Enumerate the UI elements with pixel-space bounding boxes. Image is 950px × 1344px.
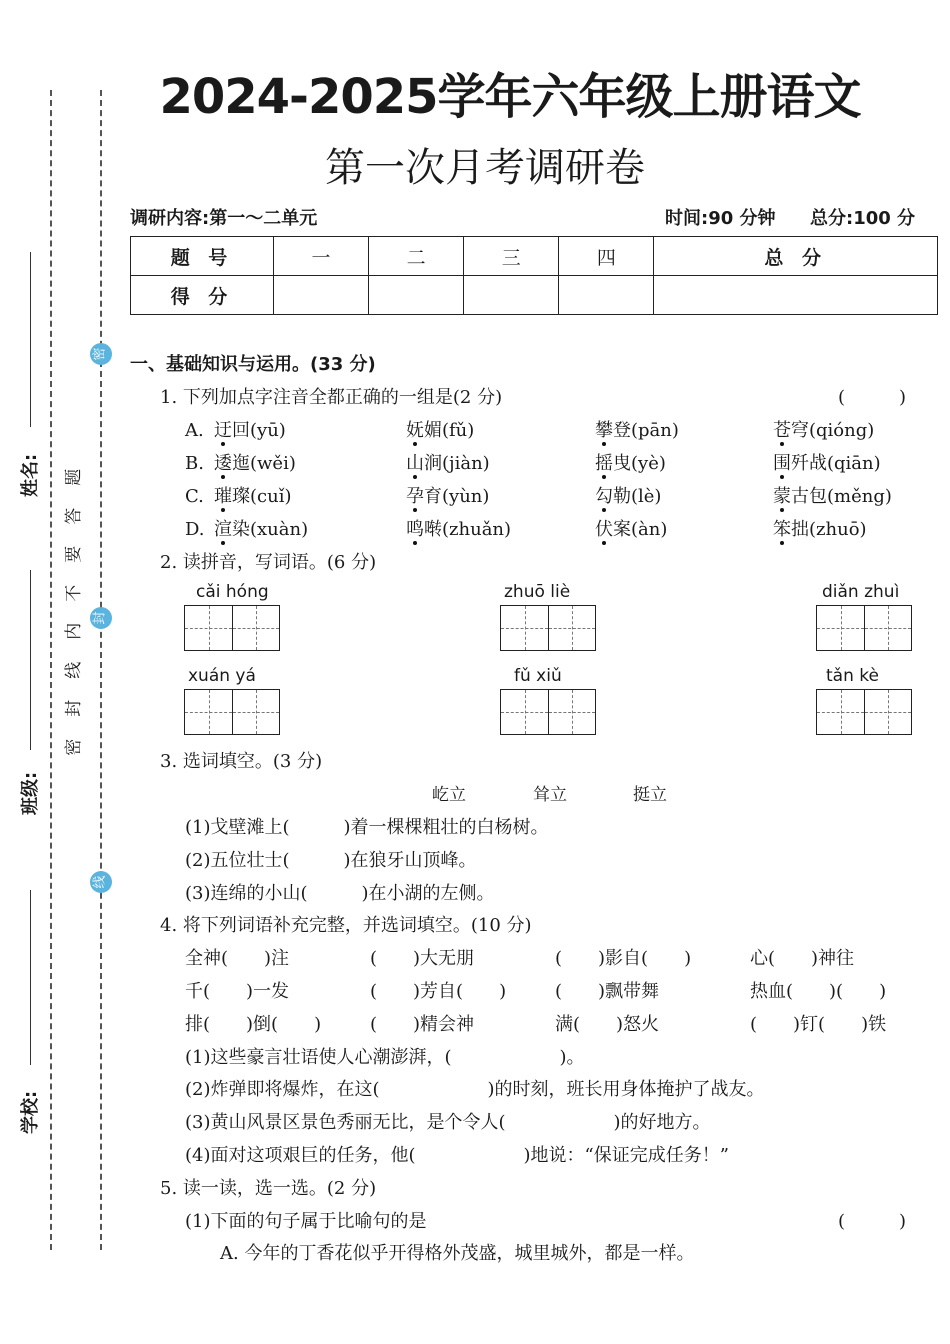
q1-option-term: 攀登(pān) — [595, 420, 679, 441]
page-title: 2024-2025学年六年级上册语文 — [159, 69, 861, 125]
q3-stem: 3. 选词填空。(3 分) — [160, 751, 323, 772]
q3-word: 屹立 — [432, 785, 466, 805]
name-label: 姓名: — [20, 453, 41, 497]
pinyin-label: fǔ xiǔ — [514, 666, 562, 686]
exam-scope: 调研内容:第一～二单元 — [130, 208, 318, 229]
q4-idiom-cell[interactable]: ( )飘带舞 — [555, 981, 660, 1002]
score-cell[interactable] — [464, 276, 559, 315]
score-table-score-row: 得 分 — [131, 276, 938, 315]
q1-option-term: 妩媚(fǔ) — [406, 420, 475, 441]
q4-idiom-cell[interactable]: 满( )怒火 — [555, 1014, 660, 1035]
pinyin-label: xuán yá — [188, 666, 256, 686]
q4-item[interactable]: (3)黄山风景区景色秀丽无比，是个令人( )的好地方。 — [185, 1112, 711, 1133]
q5-answer-blank[interactable]: ( ) — [838, 1211, 907, 1232]
q1-option-term: D.渲染(xuàn) — [185, 519, 309, 540]
score-cell[interactable] — [654, 276, 938, 315]
q1-option-term: 摇曳(yè) — [595, 453, 666, 474]
q4-idiom-cell[interactable]: ( )精会神 — [370, 1014, 475, 1035]
q4-idiom-cell[interactable]: 排( )倒( ) — [185, 1014, 322, 1035]
q4-stem: 4. 将下列词语补充完整，并选词填空。(10 分) — [160, 915, 532, 936]
q1-option-term: 笨拙(zhuō) — [773, 519, 867, 540]
q4-idiom-cell[interactable]: 热血( )( ) — [750, 981, 887, 1002]
writing-grid[interactable] — [500, 689, 596, 735]
q1-option-term: 伏案(àn) — [595, 519, 668, 540]
q1-option-term: 鸣啭(zhuǎn) — [406, 519, 512, 540]
q4-idiom-cell[interactable]: ( )芳自( ) — [370, 981, 507, 1002]
exam-time: 时间:90 分钟 — [665, 208, 776, 229]
section-1-title: 一、基础知识与运用。(33 分) — [130, 354, 376, 375]
writing-grid[interactable] — [500, 605, 596, 651]
q1-option-term: B.逶迤(wěi) — [185, 453, 296, 474]
q3-item[interactable]: (2)五位壮士( )在狼牙山顶峰。 — [185, 850, 477, 871]
school-blank — [30, 890, 31, 1065]
score-cell[interactable] — [274, 276, 369, 315]
q4-item[interactable]: (2)炸弹即将爆炸，在这( )的时刻，班长用身体掩护了战友。 — [185, 1079, 765, 1100]
q4-idiom-cell[interactable]: 千( )一发 — [185, 981, 290, 1002]
pinyin-label: tǎn kè — [826, 666, 879, 686]
seal-mi-badge: 密 — [90, 343, 112, 365]
q4-idiom-cell[interactable]: ( )钉( )铁 — [750, 1014, 887, 1035]
q4-item[interactable]: (1)这些豪言壮语使人心潮澎湃，( )。 — [185, 1047, 585, 1068]
school-label: 学校: — [20, 1090, 41, 1134]
q3-word: 挺立 — [633, 785, 667, 805]
q2-stem: 2. 读拼音，写词语。(6 分) — [160, 552, 377, 573]
writing-grid[interactable] — [816, 605, 912, 651]
name-blank — [30, 252, 31, 427]
q1-option-term: 山涧(jiàn) — [406, 453, 490, 474]
pinyin-label: cǎi hóng — [196, 582, 269, 602]
score-table — [130, 236, 938, 315]
q3-word: 耸立 — [533, 785, 567, 805]
q4-idiom-cell[interactable]: ( )影自( ) — [555, 948, 692, 969]
q1-option-term: 苍穹(qióng) — [773, 420, 875, 441]
q1-option-term: 蒙古包(měng) — [773, 486, 892, 507]
cut-line-outer — [50, 90, 52, 1250]
no-answer-warning: 题 答 要 不 内 线 封 密 — [63, 468, 84, 756]
seal-feng-badge: 封 — [90, 607, 112, 629]
q1-option-term: 孕育(yùn) — [406, 486, 490, 507]
seal-xian-badge: 线 — [90, 871, 112, 893]
writing-grid[interactable] — [816, 689, 912, 735]
q4-item[interactable]: (4)面对这项艰巨的任务，他( )地说：“保证完成任务！” — [185, 1145, 729, 1166]
score-table-header-row: 题 号 一 二 三 四 总 分 — [131, 237, 938, 276]
writing-grid[interactable] — [184, 689, 280, 735]
class-blank — [30, 570, 31, 750]
q1-stem: 1. 下列加点字注音全都正确的一组是(2 分) — [160, 387, 503, 408]
q1-option-term: 勾勒(lè) — [595, 486, 662, 507]
score-cell[interactable] — [369, 276, 464, 315]
q5-stem: 5. 读一读，选一选。(2 分) — [160, 1178, 377, 1199]
class-label: 班级: — [20, 771, 41, 815]
pinyin-label: zhuō liè — [504, 582, 571, 602]
exam-total: 总分:100 分 — [810, 208, 916, 229]
page-subtitle: 第一次月考调研卷 — [325, 145, 645, 191]
q3-item[interactable]: (1)戈壁滩上( )着一棵棵粗壮的白杨树。 — [185, 817, 549, 838]
q1-option-term: 围歼战(qiān) — [773, 453, 881, 474]
q3-item[interactable]: (3)连绵的小山( )在小湖的左侧。 — [185, 883, 495, 904]
q5-option-a: A. 今年的丁香花似乎开得格外茂盛，城里城外，都是一样。 — [220, 1243, 695, 1264]
pinyin-label: diǎn zhuì — [822, 582, 900, 602]
score-cell[interactable] — [559, 276, 654, 315]
q4-idiom-cell[interactable]: ( )大无朋 — [370, 948, 475, 969]
q1-answer-blank[interactable]: ( ) — [838, 387, 907, 408]
q4-idiom-cell[interactable]: 心( )神往 — [750, 948, 855, 969]
q4-idiom-cell[interactable]: 全神( )注 — [185, 948, 290, 969]
writing-grid[interactable] — [184, 605, 280, 651]
q1-option-term: A.迂回(yū) — [185, 420, 286, 441]
q1-option-term: C.璀璨(cuǐ) — [185, 486, 292, 507]
q5-subquestion: (1)下面的句子属于比喻句的是 — [185, 1211, 427, 1232]
cut-line-inner — [100, 90, 102, 1250]
